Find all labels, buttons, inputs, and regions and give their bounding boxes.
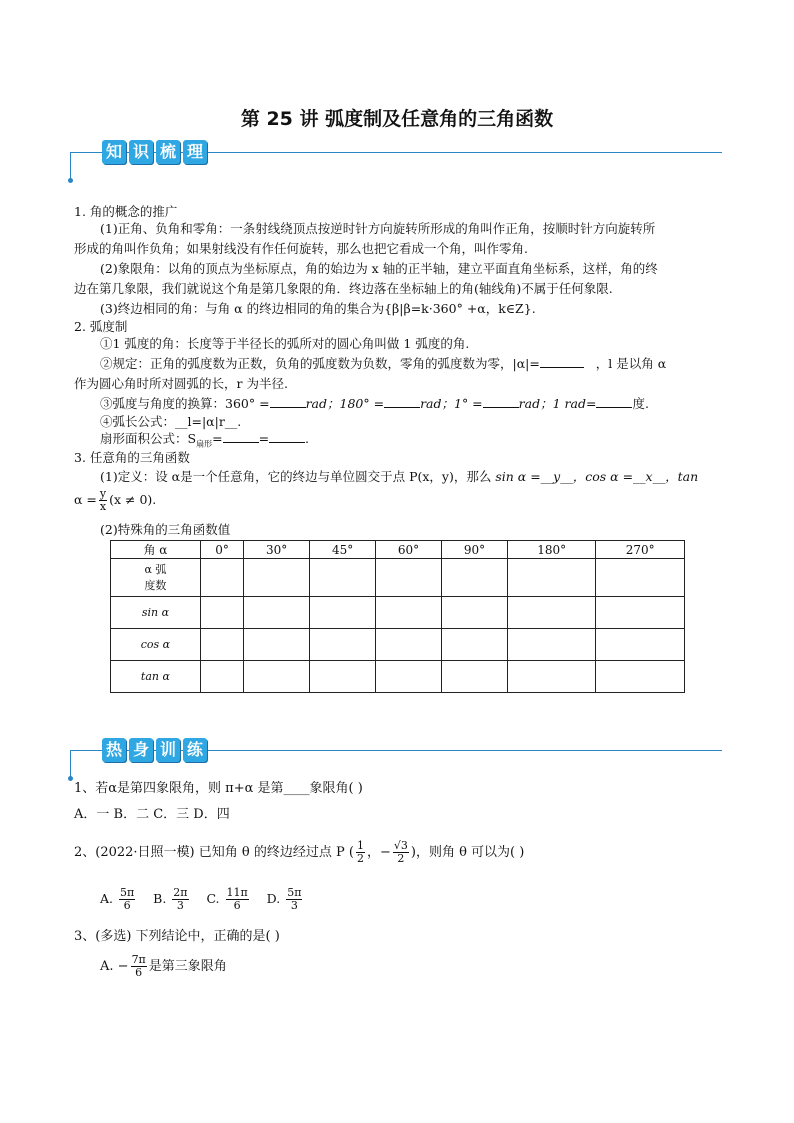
question-1-options: A．一 B．二 C．三 D．四 — [74, 807, 230, 822]
para-2a: (2)象限角：以角的顶点为坐标原点，角的始边为 x 轴的正半轴，建立平面直角坐标系，这样，角的终 — [100, 261, 658, 276]
badge-char: 理 — [183, 140, 207, 164]
badge-char: 识 — [129, 140, 153, 164]
badge-char: 热 — [102, 738, 126, 762]
para-1b: 形成的角叫作负角；如果射线没有作任何旋转，那么也把它看成一个角，叫作零角. — [74, 241, 528, 256]
radian-2b: 作为圆心角时所对圆弧的长，r 为半径. — [74, 376, 288, 391]
section-header-warmup — [70, 738, 722, 778]
table-header: 270° — [596, 541, 685, 559]
row-label: cos α — [111, 629, 201, 661]
radian-5: 扇形面积公式：$S_{扇形}=$ = . — [100, 431, 310, 449]
trig-values-table — [110, 540, 685, 693]
para-2b: 边在第几象限，我们就说这个角是第几象限的角．终边落在坐标轴上的角(轴线角)不属于任何象限. — [74, 281, 613, 296]
radian-4: ④弧长公式：__l=|α|r__. — [100, 414, 242, 429]
badge-char: 训 — [156, 738, 180, 762]
table-header: 60° — [376, 541, 442, 559]
question-3-option-a: A. − $\frac{7\pi}{6}$ 是第三象限角 — [100, 953, 227, 979]
table-header: 30° — [244, 541, 310, 559]
radian-2a: ②规定：正角的弧度数为正数，负角的弧度数为负数，零角的弧度数为零，|α|= ，l 是以角 α — [100, 356, 667, 371]
radian-3: ③弧度与角度的换算：360° = rad；180° = rad；1° = rad；1 rad= 度. — [100, 396, 649, 411]
badge-char: 知 — [102, 140, 126, 164]
radian-1: ①1 弧度的角：长度等于半径长的弧所对的圆心角叫做 1 弧度的角. — [100, 336, 470, 351]
row-label: tan α — [111, 661, 201, 693]
trig-table-title: (2)特殊角的三角函数值 — [100, 522, 231, 537]
badge-char: 身 — [129, 738, 153, 762]
table-header: 180° — [507, 541, 596, 559]
heading-3: 3. 任意角的三角函数 — [74, 450, 190, 465]
row-label: sin α — [111, 597, 201, 629]
para-3: (3)终边相同的角：与角 α 的终边相同的角的集合为{β|β=k·360° +α，k∈Z}. — [100, 301, 536, 316]
table-header: 0° — [200, 541, 243, 559]
table-header: 角 α — [111, 541, 201, 559]
heading-2: 2. 弧度制 — [74, 319, 128, 334]
table-header: 90° — [441, 541, 507, 559]
trig-def-1: (1)定义：设 α是一个任意角，它的终边与单位圆交于点 P(x，y)，那么 sin α =__y__，cos α =__x__，tan — [100, 469, 699, 484]
badge-char: 梳 — [156, 140, 180, 164]
heading-1: 1. 角的概念的推广 — [74, 204, 178, 219]
row-label: α 弧 度数 — [111, 559, 201, 597]
page-title: 第 25 讲 弧度制及任意角的三角函数 — [240, 108, 554, 130]
question-1: 1、若α是第四象限角，则 π+α 是第____象限角( ) — [74, 781, 363, 796]
badge-char: 练 — [183, 738, 207, 762]
question-3: 3、(多选) 下列结论中，正确的是( ) — [74, 929, 280, 944]
trig-def-2: α = $\frac{y}{x}$ (x ≠ 0). — [74, 487, 157, 513]
question-2: 2、(2022·日照一模) 已知角 θ 的终边经过点 P ( $\frac{1}{2}$ ，− $\frac{√3}{2}$ )，则角 θ 可以为( ) — [74, 839, 525, 865]
para-1a: (1)正角、负角和零角：一条射线绕顶点按逆时针方向旋转所形成的角叫作正角，按顺时针方向旋转所 — [100, 221, 656, 236]
question-2-options: A. $\frac{5\pi}{6}$ B. $\frac{2\pi}{3}$ C. $\frac{11\pi}{6}$ D. $\frac{5\pi}{3}$ — [100, 886, 302, 912]
table-header: 45° — [310, 541, 376, 559]
section-header-knowledge — [70, 140, 722, 180]
